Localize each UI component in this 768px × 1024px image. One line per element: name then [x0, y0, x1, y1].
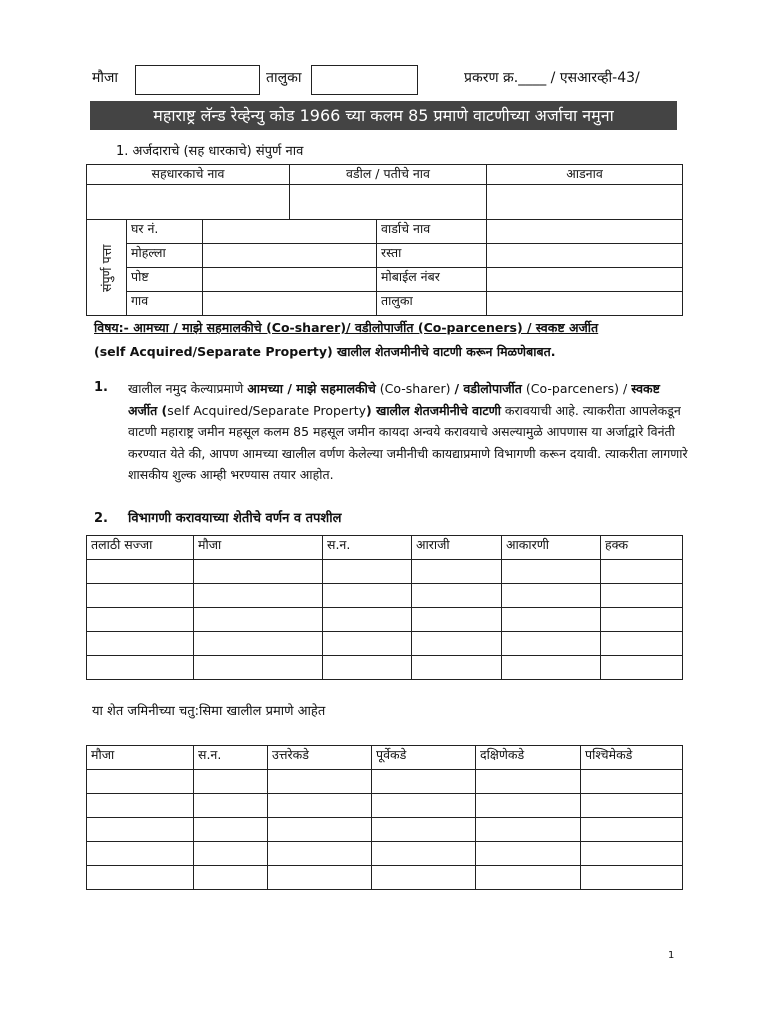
house-no-cell[interactable] — [203, 220, 377, 244]
table-row — [87, 632, 683, 656]
table-row — [87, 794, 683, 818]
cell[interactable] — [268, 842, 372, 866]
cell[interactable] — [87, 608, 194, 632]
cell[interactable] — [372, 842, 476, 866]
col-survey-no: स.न. — [194, 746, 268, 770]
cell[interactable] — [412, 632, 502, 656]
address-taluka-cell[interactable] — [487, 292, 683, 316]
village-cell[interactable] — [203, 292, 377, 316]
point1-paragraph — [128, 378, 688, 486]
cell[interactable] — [194, 608, 323, 632]
cell[interactable] — [268, 866, 372, 890]
cell[interactable] — [372, 866, 476, 890]
col-surname: आडनाव — [487, 165, 683, 185]
cell[interactable] — [194, 584, 323, 608]
cell[interactable] — [323, 656, 412, 680]
subject-line-2: (self Acquired/Separate Property) खालील शेतजमीनीचे वाटणी करून मिळणेबाबत. — [94, 344, 556, 359]
cell[interactable] — [601, 656, 683, 680]
cell[interactable] — [87, 770, 194, 794]
cell[interactable] — [476, 770, 581, 794]
point1-text-2: (Co-sharer) — [375, 381, 455, 396]
co-holder-name-cell[interactable] — [87, 185, 290, 220]
cell[interactable] — [87, 632, 194, 656]
cell[interactable] — [601, 632, 683, 656]
post-label: पोष्ट — [127, 268, 203, 292]
table-row — [87, 608, 683, 632]
mobile-number-label: मोबाईल नंबर — [377, 268, 487, 292]
mobile-number-cell[interactable] — [487, 268, 683, 292]
father-husband-name-cell[interactable] — [290, 185, 487, 220]
cell[interactable] — [372, 818, 476, 842]
cell[interactable] — [601, 560, 683, 584]
col-north: उत्तरेकडे — [268, 746, 372, 770]
cell[interactable] — [323, 632, 412, 656]
cell[interactable] — [194, 818, 268, 842]
cell[interactable] — [476, 818, 581, 842]
cell[interactable] — [476, 794, 581, 818]
cell[interactable] — [502, 584, 601, 608]
cell[interactable] — [502, 656, 601, 680]
ward-name-cell[interactable] — [487, 220, 683, 244]
cell[interactable] — [87, 818, 194, 842]
cell[interactable] — [323, 584, 412, 608]
applicant-name-table — [86, 164, 683, 220]
subject-line-1: विषय:- आमच्या / माझे सहमालकीचे (Co-sharer)/ वडीलोपार्जीत (Co-parceners) / स्वकष्ट अर्जीत — [94, 320, 599, 335]
page-number: 1 — [668, 950, 675, 961]
cell[interactable] — [581, 866, 683, 890]
surname-cell[interactable] — [487, 185, 683, 220]
point1-text-5: करावयाची आहे. त्याकरीता आपलेकडून वाटणी महाराष्ट्र जमीन महसूल कलम 85 महसूल जमीन कायदा अन्वये करावयाचे असल्यामुळे आपणास या अर्जाद्वारे विनंती करण्यात येते की, आपण आमच्या खालील वर्णण केलेल्या जमीनीची कायद्याप्रमाणे विभागणी करून दयावी. त्याकरीता लागणारे शासकीय शुल्क आम्ही भरण्यास तयार आहोत. — [128, 402, 688, 482]
cell[interactable] — [323, 608, 412, 632]
point2-number: 2. — [94, 511, 108, 526]
house-no-label: घर नं. — [127, 220, 203, 244]
table-row — [87, 584, 683, 608]
point1-bold-1: आमच्या / माझे सहमालकीचे — [247, 381, 376, 396]
point2-heading: विभागणी करावयाच्या शेतीचे वर्णन व तपशील — [128, 511, 342, 526]
mouja-label: मौजा — [92, 70, 119, 86]
col-father-husband-name: वडील / पतीचे नाव — [290, 165, 487, 185]
subject-block — [94, 316, 684, 364]
cell[interactable] — [412, 656, 502, 680]
address-label-cell — [87, 220, 127, 316]
cell[interactable] — [502, 608, 601, 632]
cell[interactable] — [581, 770, 683, 794]
cell[interactable] — [194, 656, 323, 680]
form-title-banner: महाराष्ट्र लॅन्ड रेव्हेन्यु कोड 1966 च्या कलम 85 प्रमाणे वाटणीच्या अर्जाचा नमुना — [90, 101, 677, 130]
cell[interactable] — [372, 794, 476, 818]
prakaran-label: प्रकरण क्र.____ / एसआरव्ही-43/ — [464, 70, 640, 86]
cell[interactable] — [412, 584, 502, 608]
cell[interactable] — [476, 842, 581, 866]
mohalla-label: मोहल्ला — [127, 244, 203, 268]
cell[interactable] — [502, 560, 601, 584]
col-talathi-sajja: तलाठी सज्जा — [87, 536, 194, 560]
cell[interactable] — [476, 866, 581, 890]
cell[interactable] — [194, 866, 268, 890]
mouja-input-box[interactable] — [135, 65, 260, 95]
address-table — [86, 219, 683, 316]
cell[interactable] — [412, 560, 502, 584]
road-cell[interactable] — [487, 244, 683, 268]
point1-bold-2: / वडीलोपार्जीत — [454, 381, 522, 396]
point1-bold-3: स्वकष्ट अर्जीत ( — [128, 381, 660, 418]
cell[interactable] — [268, 794, 372, 818]
cell[interactable] — [87, 866, 194, 890]
col-assessment: आकारणी — [502, 536, 601, 560]
col-rights: हक्क — [601, 536, 683, 560]
cell[interactable] — [601, 608, 683, 632]
cell[interactable] — [194, 770, 268, 794]
table-row — [87, 842, 683, 866]
cell[interactable] — [87, 560, 194, 584]
post-cell[interactable] — [203, 268, 377, 292]
table-row — [87, 866, 683, 890]
cell[interactable] — [323, 560, 412, 584]
col-west: पश्चिमेकडे — [581, 746, 683, 770]
col-survey-no: स.न. — [323, 536, 412, 560]
cell[interactable] — [581, 842, 683, 866]
taluka-input-box[interactable] — [311, 65, 418, 95]
cell[interactable] — [268, 818, 372, 842]
mohalla-cell[interactable] — [203, 244, 377, 268]
col-mouja: मौजा — [194, 536, 323, 560]
section1-heading: 1. अर्जदाराचे (सह धारकाचे) संपुर्ण नाव — [116, 144, 304, 159]
cell[interactable] — [601, 584, 683, 608]
cell[interactable] — [87, 794, 194, 818]
point1-text-3: (Co-parceners) / — [521, 381, 632, 396]
cell[interactable] — [581, 794, 683, 818]
point1-number: 1. — [94, 380, 108, 395]
point1-bold-4: ) खालील शेतजमीनीचे वाटणी — [366, 402, 501, 418]
point1-text-1: खालील नमुद केल्याप्रमाणे — [128, 381, 248, 396]
cell[interactable] — [87, 584, 194, 608]
cell[interactable] — [194, 632, 323, 656]
cell[interactable] — [372, 770, 476, 794]
cell[interactable] — [87, 842, 194, 866]
address-taluka-label: तालुका — [377, 292, 487, 316]
cell[interactable] — [581, 818, 683, 842]
table-row — [87, 560, 683, 584]
ward-name-label: वार्डाचे नाव — [377, 220, 487, 244]
cell[interactable] — [194, 794, 268, 818]
table-row — [87, 770, 683, 794]
village-label: गाव — [127, 292, 203, 316]
col-area: आराजी — [412, 536, 502, 560]
cell[interactable] — [412, 608, 502, 632]
road-label: रस्ता — [377, 244, 487, 268]
point1-text-4: self Acquired/Separate Property — [167, 402, 367, 418]
boundaries-heading: या शेत जमिनीच्या चतु:सिमा खालील प्रमाणे आहेत — [92, 704, 326, 719]
cell[interactable] — [194, 842, 268, 866]
taluka-label: तालुका — [266, 70, 302, 86]
full-address-label: संपुर्ण पत्ता — [99, 243, 114, 292]
col-south: दक्षिणेकडे — [476, 746, 581, 770]
boundaries-table — [86, 745, 683, 890]
col-mouja: मौजा — [87, 746, 194, 770]
col-co-holder-name: सहधारकाचे नाव — [87, 165, 290, 185]
cell[interactable] — [268, 770, 372, 794]
cell[interactable] — [194, 560, 323, 584]
table-row — [87, 656, 683, 680]
col-east: पूर्वेकडे — [372, 746, 476, 770]
cell[interactable] — [502, 632, 601, 656]
land-details-table — [86, 535, 683, 680]
table-row — [87, 818, 683, 842]
cell[interactable] — [87, 656, 194, 680]
